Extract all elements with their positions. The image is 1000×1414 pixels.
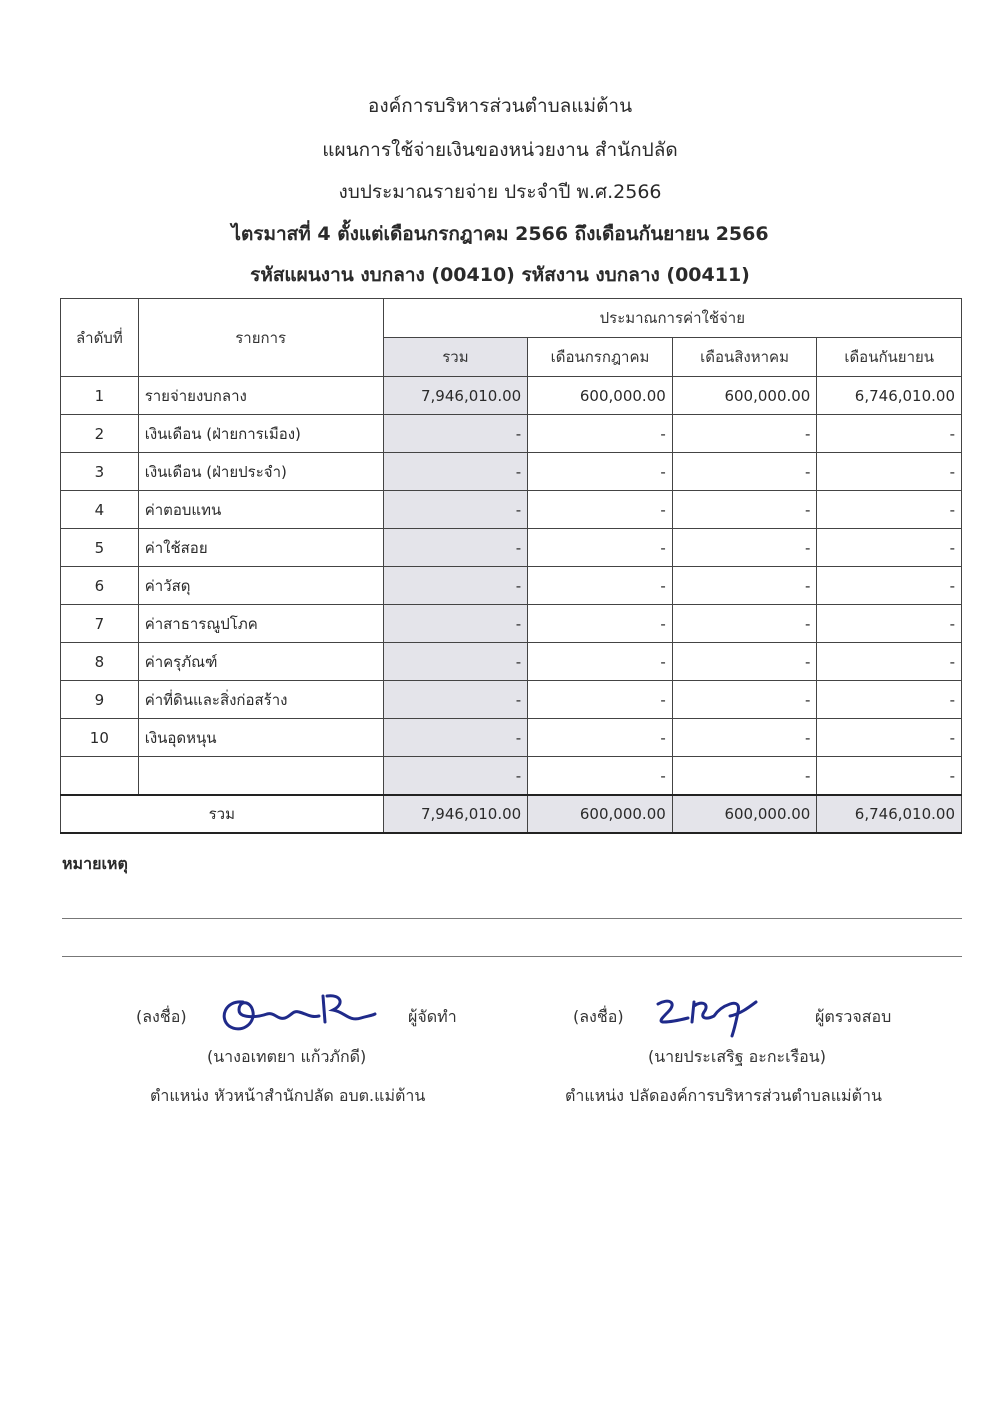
row-item: เงินอุดหนุน xyxy=(138,719,383,757)
table-row xyxy=(61,719,962,757)
row-total: 7,946,010.00 xyxy=(383,377,528,415)
table-row xyxy=(61,567,962,605)
row-september: - xyxy=(817,415,962,453)
row-september: - xyxy=(817,681,962,719)
row-number xyxy=(61,757,139,796)
row-july: - xyxy=(528,529,673,567)
row-number: 10 xyxy=(61,719,139,757)
row-september: - xyxy=(817,491,962,529)
row-july: - xyxy=(528,491,673,529)
row-item: ค่าวัสดุ xyxy=(138,567,383,605)
row-august: - xyxy=(672,415,817,453)
row-total: - xyxy=(383,681,528,719)
row-july: - xyxy=(528,415,673,453)
row-item: ค่าที่ดินและสิ่งก่อสร้าง xyxy=(138,681,383,719)
table-row xyxy=(61,377,962,415)
row-august: - xyxy=(672,643,817,681)
row-item: ค่าครุภัณฑ์ xyxy=(138,643,383,681)
header-no: ลำดับที่ xyxy=(61,299,139,377)
row-august: - xyxy=(672,605,817,643)
row-july: 600,000.00 xyxy=(528,377,673,415)
left-role: ผู้จัดทำ xyxy=(408,1007,457,1026)
remarks-label: หมายเหตุ xyxy=(62,854,128,873)
row-item: เงินเดือน (ฝ่ายการเมือง) xyxy=(138,415,383,453)
table-row xyxy=(61,529,962,567)
row-item: ค่าสาธารณูปโภค xyxy=(138,605,383,643)
row-july: - xyxy=(528,757,673,796)
row-number: 5 xyxy=(61,529,139,567)
table-row xyxy=(61,491,962,529)
header-month-september: เดือนกันยายน xyxy=(817,338,962,377)
row-total: - xyxy=(383,643,528,681)
row-number: 7 xyxy=(61,605,139,643)
header-month-august: เดือนสิงหาคม xyxy=(672,338,817,377)
left-position: ตำแหน่ง หัวหน้าสำนักปลัด อบต.แม่ต้าน xyxy=(150,1086,426,1105)
org-name: องค์การบริหารส่วนตำบลแม่ต้าน xyxy=(367,95,633,117)
row-item xyxy=(138,757,383,796)
total-july: 600,000.00 xyxy=(528,795,673,833)
remark-line-1 xyxy=(62,918,962,919)
row-number: 9 xyxy=(61,681,139,719)
header-month-july: เดือนกรกฎาคม xyxy=(528,338,673,377)
row-total: - xyxy=(383,491,528,529)
row-number: 8 xyxy=(61,643,139,681)
left-handwritten-signature xyxy=(215,988,385,1038)
row-total: - xyxy=(383,453,528,491)
budget-plan-table xyxy=(60,298,962,834)
left-name: (นางอเทตยา แก้วภักดี) xyxy=(207,1047,367,1066)
table-row xyxy=(61,643,962,681)
row-august: - xyxy=(672,491,817,529)
row-july: - xyxy=(528,719,673,757)
right-handwritten-signature xyxy=(648,992,768,1040)
row-july: - xyxy=(528,453,673,491)
row-total: - xyxy=(383,415,528,453)
row-total: - xyxy=(383,719,528,757)
row-september: 6,746,010.00 xyxy=(817,377,962,415)
table-row xyxy=(61,681,962,719)
row-september: - xyxy=(817,643,962,681)
row-august: - xyxy=(672,681,817,719)
header-item: รายการ xyxy=(138,299,383,377)
row-september: - xyxy=(817,529,962,567)
row-number: 6 xyxy=(61,567,139,605)
row-august: 600,000.00 xyxy=(672,377,817,415)
header-budget-group: ประมาณการค่าใช้จ่าย xyxy=(383,299,961,338)
table-row xyxy=(61,605,962,643)
row-august: - xyxy=(672,567,817,605)
remark-line-2 xyxy=(62,956,962,957)
total-label: รวม xyxy=(61,795,384,833)
row-number: 2 xyxy=(61,415,139,453)
row-item: ค่าตอบแทน xyxy=(138,491,383,529)
right-position: ตำแหน่ง ปลัดองค์การบริหารส่วนตำบลแม่ต้าน xyxy=(565,1086,882,1105)
row-august: - xyxy=(672,453,817,491)
header-total: รวม xyxy=(383,338,528,377)
table-row xyxy=(61,453,962,491)
plan-code: รหัสแผนงาน งบกลาง (00410) รหัสงาน งบกลาง (00411) xyxy=(250,264,750,286)
row-july: - xyxy=(528,643,673,681)
row-total: - xyxy=(383,567,528,605)
row-number: 4 xyxy=(61,491,139,529)
row-september: - xyxy=(817,757,962,796)
row-item: เงินเดือน (ฝ่ายประจำ) xyxy=(138,453,383,491)
row-july: - xyxy=(528,605,673,643)
total-sum: 7,946,010.00 xyxy=(383,795,528,833)
right-sign-prefix: (ลงชื่อ) xyxy=(573,1007,624,1026)
right-name: (นายประเสริฐ อะกะเรือน) xyxy=(648,1047,826,1066)
row-july: - xyxy=(528,681,673,719)
row-item: ค่าใช้สอย xyxy=(138,529,383,567)
right-role: ผู้ตรวจสอบ xyxy=(815,1007,892,1026)
row-august: - xyxy=(672,529,817,567)
quarter-range: ไตรมาสที่ 4 ตั้งแต่เดือนกรกฎาคม 2566 ถึงเดือนกันยายน 2566 xyxy=(231,223,769,245)
row-number: 1 xyxy=(61,377,139,415)
row-september: - xyxy=(817,453,962,491)
row-september: - xyxy=(817,567,962,605)
total-september: 6,746,010.00 xyxy=(817,795,962,833)
row-august: - xyxy=(672,757,817,796)
table-row xyxy=(61,757,962,796)
row-august: - xyxy=(672,719,817,757)
row-september: - xyxy=(817,719,962,757)
plan-title: แผนการใช้จ่ายเงินของหน่วยงาน สำนักปลัด xyxy=(322,139,678,161)
left-sign-prefix: (ลงชื่อ) xyxy=(136,1007,187,1026)
row-total: - xyxy=(383,757,528,796)
row-september: - xyxy=(817,605,962,643)
budget-year: งบประมาณรายจ่าย ประจำปี พ.ศ.2566 xyxy=(338,181,662,203)
row-total: - xyxy=(383,529,528,567)
row-number: 3 xyxy=(61,453,139,491)
total-august: 600,000.00 xyxy=(672,795,817,833)
row-total: - xyxy=(383,605,528,643)
row-item: รายจ่ายงบกลาง xyxy=(138,377,383,415)
table-row xyxy=(61,415,962,453)
row-july: - xyxy=(528,567,673,605)
